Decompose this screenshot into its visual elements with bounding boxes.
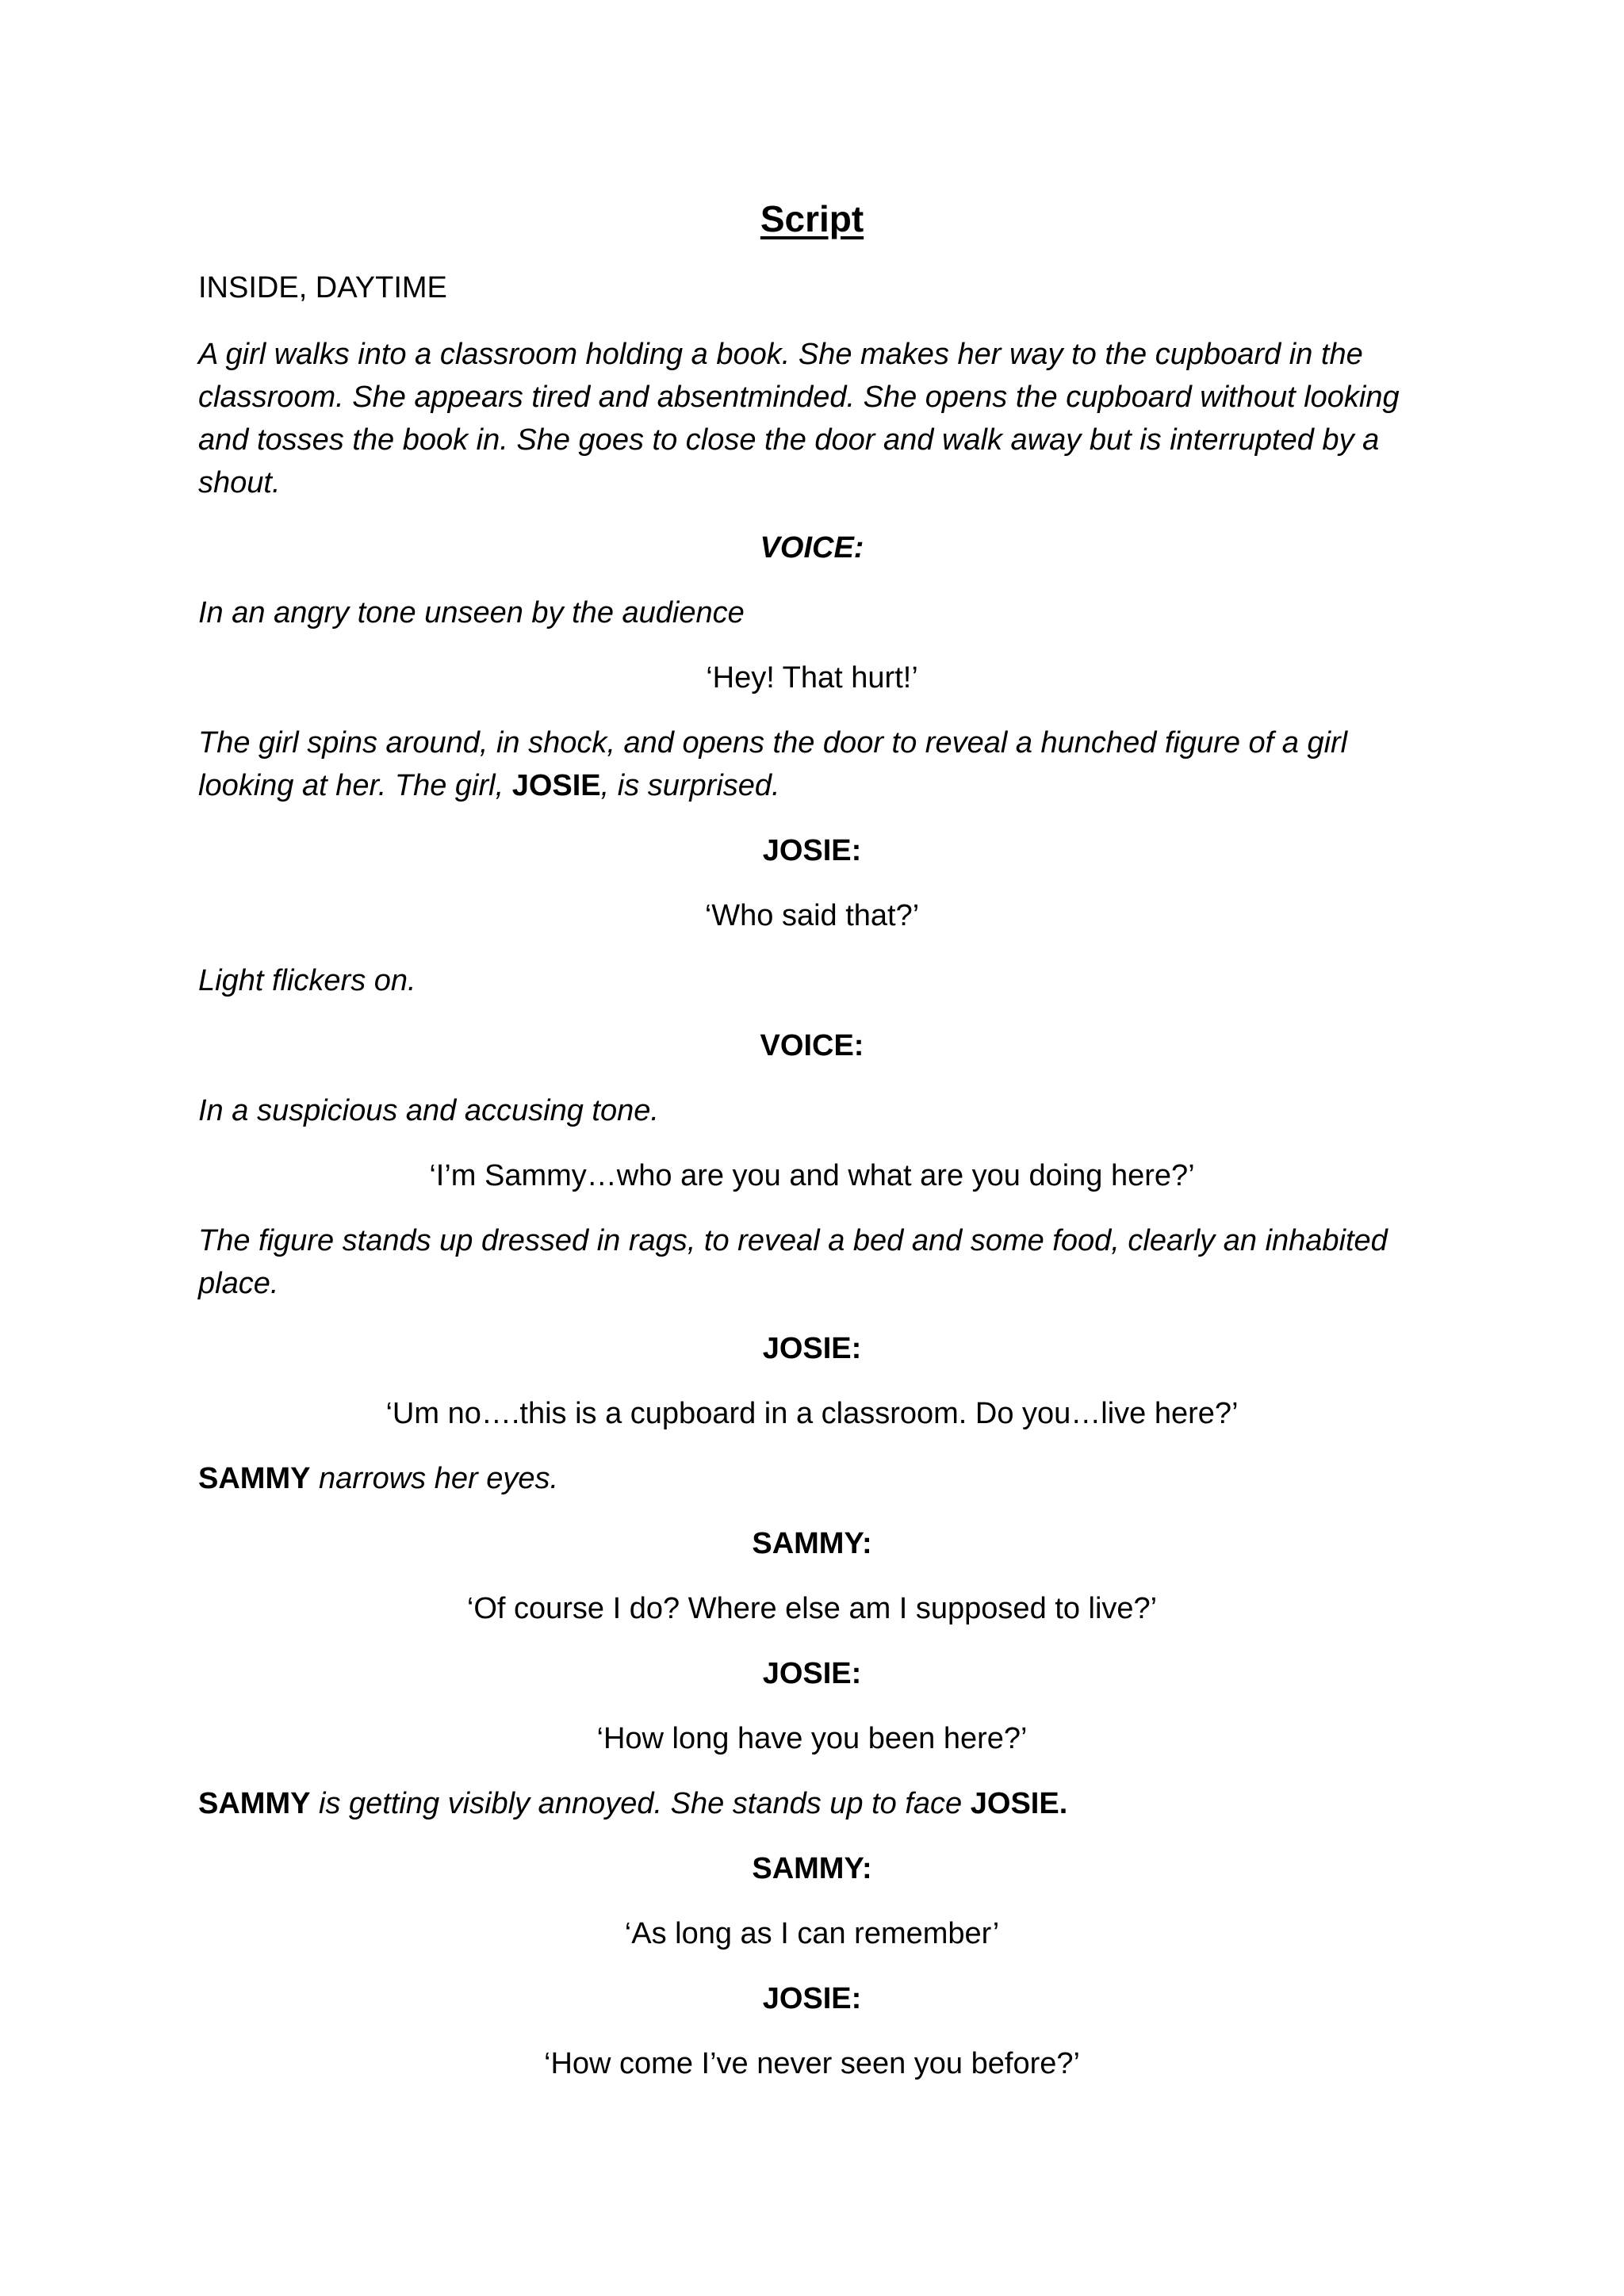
action-text: is getting visibly annoyed. She stands up to face xyxy=(310,1787,971,1820)
dialogue-line: ‘Of course I do? Where else am I supposed to live?’ xyxy=(466,1592,1158,1625)
stage-direction: In a suspicious and accusing tone. xyxy=(198,1094,659,1127)
dialogue-line: ‘Who said that?’ xyxy=(704,899,920,932)
character-name: SAMMY: xyxy=(752,1852,872,1885)
character-reference: JOSIE xyxy=(511,769,601,802)
document-title: Script xyxy=(760,198,864,239)
dialogue-line: ‘As long as I can remember’ xyxy=(624,1917,1000,1950)
stage-direction: Light flickers on. xyxy=(198,964,416,997)
character-name: VOICE: xyxy=(760,1029,864,1062)
action-text: The girl spins around, in shock, and opens the door to reveal a hunched figure of a girl looking at her. The girl, xyxy=(198,726,1348,802)
dialogue-line: ‘How long have you been here?’ xyxy=(596,1722,1028,1755)
character-name: JOSIE: xyxy=(762,834,862,867)
stage-direction: In an angry tone unseen by the audience xyxy=(198,596,745,629)
character-name: VOICE: xyxy=(760,531,864,564)
character-reference: SAMMY xyxy=(198,1462,311,1495)
character-reference: JOSIE. xyxy=(970,1787,1068,1820)
character-reference: SAMMY xyxy=(198,1787,311,1820)
character-name: JOSIE: xyxy=(762,1332,862,1365)
dialogue-line: ‘Um no….this is a cupboard in a classroom. Do you…live here?’ xyxy=(385,1397,1239,1430)
dialogue-line: ‘How come I’ve never seen you before?’ xyxy=(544,2047,1080,2080)
action-paragraph xyxy=(198,1782,1404,1825)
action-paragraph: A girl walks into a classroom holding a book. She makes her way to the cupboard in the classroom. She appears tired and absentminded. She opens the cupboard without looking and tosses the book in. She goes to close the door and walk away but is interrupted by a shout. xyxy=(198,338,1400,499)
action-text: , is surprised. xyxy=(600,769,780,802)
dialogue-line: ‘Hey! That hurt!’ xyxy=(706,661,918,695)
character-name: JOSIE: xyxy=(762,1657,862,1690)
action-paragraph xyxy=(198,1457,1404,1500)
action-paragraph: The figure stands up dressed in rags, to reveal a bed and some food, clearly an inhabited place. xyxy=(198,1224,1388,1300)
character-name: JOSIE: xyxy=(762,1982,862,2015)
action-text: narrows her eyes. xyxy=(310,1462,559,1495)
character-name: SAMMY: xyxy=(752,1527,872,1560)
scene-heading: INSIDE, DAYTIME xyxy=(198,271,447,304)
dialogue-line: ‘I’m Sammy…who are you and what are you doing here?’ xyxy=(429,1159,1195,1192)
action-paragraph xyxy=(198,721,1404,807)
